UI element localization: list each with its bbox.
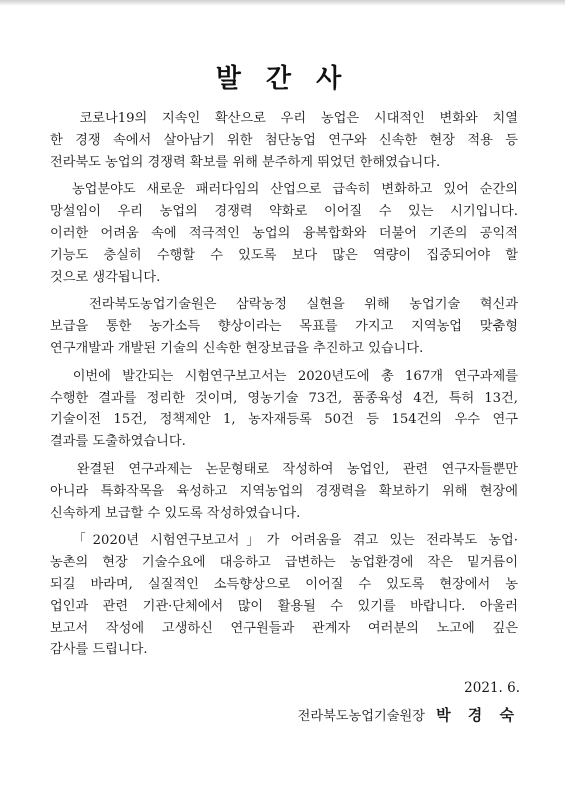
- text-line: 망설임이 우리 농업의 경쟁력 약화로 이어질 수 있는 시기입니다.: [50, 204, 518, 220]
- text-line: 기술이전 15건, 정책제안 1, 농자재등록 50건 등 154건의 우수 연구: [50, 412, 518, 428]
- text-line: 「2020년 시험연구보고서」가 어려움을 겪고 있는 전라북도 농업·: [50, 533, 518, 549]
- text-line: 농업분야도 새로운 패러다임의 산업으로 급속히 변화하고 있어 순간의: [50, 182, 518, 198]
- paragraph: [50, 294, 518, 359]
- text-line: 완결된 연구과제는 논문형태로 작성하여 농업인, 관련 연구자들뿐만: [50, 461, 518, 477]
- text-line: 한 경쟁 속에서 살아남기 위한 첨단농업 연구와 신속한 현장 적용 등: [50, 132, 518, 148]
- text-line: 농촌의 현장 기술수요에 대응하고 급변하는 농업환경에 작은 밑거름이: [50, 555, 518, 571]
- paragraph: [50, 108, 518, 173]
- signature-name: 박 경 숙: [436, 706, 520, 724]
- page-title: 발 간 사: [215, 64, 350, 94]
- document-body: [50, 108, 518, 667]
- text-line: 아니라 특화작목을 육성하고 지역농업의 경쟁력을 확보하기 위해 현장에: [50, 483, 518, 499]
- text-line: 보고서 작성에 고생하신 연구원들과 관계자 여러분의 노고에 깊은: [50, 620, 518, 636]
- text-line: 코로나19의 지속인 확산으로 우리 농업은 시대적인 변화와 치열: [50, 111, 518, 126]
- text-line: 이번에 발간되는 시험연구보고서는 2020년도에 총 167개 연구과제를: [50, 368, 518, 384]
- paragraph: [50, 179, 518, 288]
- text-line: 되길 바라며, 실질적인 소득향상으로 이어질 수 있도록 현장에서 농: [50, 576, 518, 592]
- text-line: 감사를 드립니다.: [50, 642, 148, 658]
- text-line: 이러한 어려움 속에 적극적인 농업의 융복합화와 더불어 기존의 공익적: [50, 225, 518, 241]
- publication-date: 2021. 6.: [464, 680, 520, 696]
- signature-organization: 전라북도농업기술원장: [297, 709, 425, 724]
- text-line: 전라북도농업기술원은 삼락농정 실현을 위해 농업기술 혁신과: [50, 297, 518, 313]
- paragraph: [50, 530, 518, 661]
- paragraph: [50, 459, 518, 524]
- text-line: 신속하게 보급할 수 있도록 작성하였습니다.: [50, 505, 301, 521]
- text-line: 전라북도 농업의 경쟁력 확보를 위해 분주하게 뛰었던 한해였습니다.: [50, 154, 441, 170]
- signature-block: [260, 704, 520, 725]
- text-line: 수행한 결과를 정리한 것이며, 영농기술 73건, 품종육성 4건, 특허 13건,: [50, 390, 518, 406]
- text-line: 결과를 도출하였습니다.: [50, 434, 186, 450]
- text-line: 것으로 생각됩니다.: [50, 269, 161, 285]
- text-line: 기능도 충실히 수행할 수 있도록 보다 많은 역량이 집중되어야 할: [50, 247, 518, 263]
- paragraph: [50, 366, 518, 453]
- text-line: 업인과 관련 기관·단체에서 많이 활용될 수 있기를 바랍니다. 아울러: [50, 598, 518, 614]
- scan-edge: [0, 0, 565, 6]
- text-line: 보급을 통한 농가소득 향상이라는 목표를 가지고 지역농업 맞춤형: [50, 319, 518, 335]
- text-line: 연구개발과 개발된 기술의 신속한 현장보급을 추진하고 있습니다.: [50, 340, 424, 356]
